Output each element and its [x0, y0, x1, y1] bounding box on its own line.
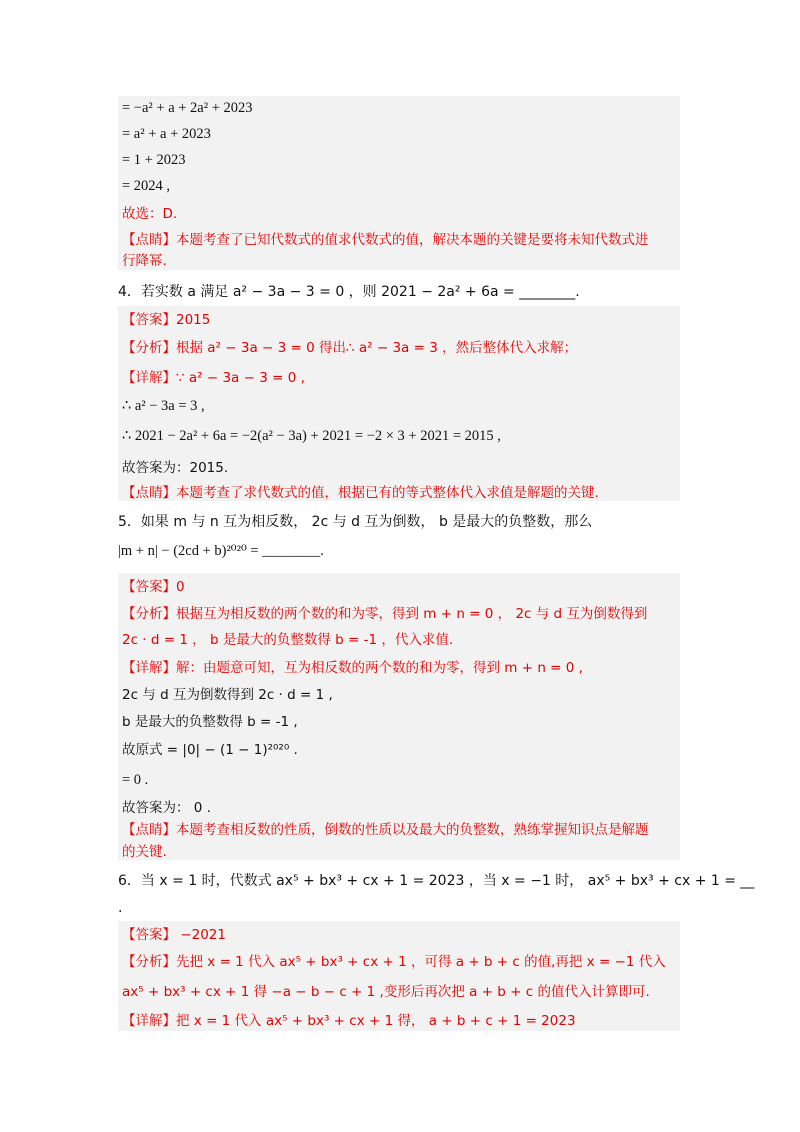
prev-step-2: = a² + a + 2023	[122, 126, 211, 142]
q6-question-1: 6．当 x = 1 时，代数式 ax⁵ + bx³ + cx + 1 = 2023 ，当 x = −1 时， ax⁵ + bx³ + cx + 1 = __	[118, 873, 755, 889]
q4-answer: 【答案】2015	[122, 312, 211, 328]
prev-step-3: = 1 + 2023	[122, 152, 186, 168]
q4-comment: 【点睛】本题考查了求代数式的值，根据已有的等式整体代入求值是解题的关键.	[122, 485, 599, 501]
q4-final: 故答案为：2015.	[122, 460, 229, 476]
q5-question-1: 5．如果 m 与 n 互为相反数， 2c 与 d 互为倒数， b 是最大的负整数，那么	[118, 514, 593, 530]
q6-analysis-1: 【分析】先把 x = 1 代入 ax⁵ + bx³ + cx + 1 ，可得 a + b + c 的值,再把 x = −1 代入	[122, 954, 666, 970]
prev-comment-1: 【点睛】本题考查了已知代数式的值求代数式的值，解决本题的关键是要将未知代数式进	[122, 232, 649, 248]
prev-comment-2: 行降幂.	[122, 253, 167, 269]
q4-detail-3: ∴ 2021 − 2a² + 6a = −2(a² − 3a) + 2021 = −2 × 3 + 2021 = 2015 ,	[122, 428, 501, 444]
q5-detail-3: b 是最大的负整数得 b = -1 ,	[122, 714, 298, 730]
q5-detail-2: 2c 与 d 互为倒数得到 2c · d = 1 ,	[122, 687, 333, 703]
q6-question-2: .	[118, 900, 123, 916]
q5-analysis-2: 2c · d = 1 ， b 是最大的负整数得 b = -1 ，代入求值.	[122, 632, 454, 648]
prev-step-1: = −a² + a + 2a² + 2023	[122, 100, 253, 116]
q6-answer: 【答案】 −2021	[122, 927, 226, 943]
q5-comment-2: 的关键.	[122, 844, 167, 860]
q6-detail-1: 【详解】把 x = 1 代入 ax⁵ + bx³ + cx + 1 得， a + b + c + 1 = 2023	[122, 1013, 576, 1029]
q5-answer: 【答案】0	[122, 579, 185, 595]
q6-analysis-2: ax⁵ + bx³ + cx + 1 得 −a − b − c + 1 ,变形后再次把 a + b + c 的值代入计算即可.	[122, 984, 650, 1000]
q5-question-2: |m + n| − (2cd + b)²⁰²⁰ = ________.	[118, 543, 324, 559]
q5-analysis-1: 【分析】根据互为相反数的两个数的和为零，得到 m + n = 0 ， 2c 与 d 互为倒数得到	[122, 606, 648, 622]
q5-detail-1: 【详解】解：由题意可知，互为相反数的两个数的和为零，得到 m + n = 0 ,	[122, 660, 583, 676]
q4-detail-2: ∴ a² − 3a = 3 ,	[122, 398, 205, 414]
q5-detail-4: 故原式 = |0| − (1 − 1)²⁰²⁰ .	[122, 742, 298, 758]
q4-question: 4．若实数 a 满足 a² − 3a − 3 = 0 ，则 2021 − 2a² + 6a = ________.	[118, 284, 580, 300]
prev-step-4: = 2024 ,	[122, 178, 171, 194]
q4-analysis: 【分析】根据 a² − 3a − 3 = 0 得出∴ a² − 3a = 3 ，然后整体代入求解；	[122, 340, 578, 356]
q5-final: 故答案为： 0 .	[122, 800, 211, 816]
q4-detail-1: 【详解】∵ a² − 3a − 3 = 0 ,	[122, 370, 305, 386]
q5-detail-5: = 0 .	[122, 772, 149, 788]
prev-choice: 故选：D.	[122, 206, 178, 222]
q5-comment-1: 【点睛】本题考查相反数的性质，倒数的性质以及最大的负整数，熟练掌握知识点是解题	[122, 822, 649, 838]
